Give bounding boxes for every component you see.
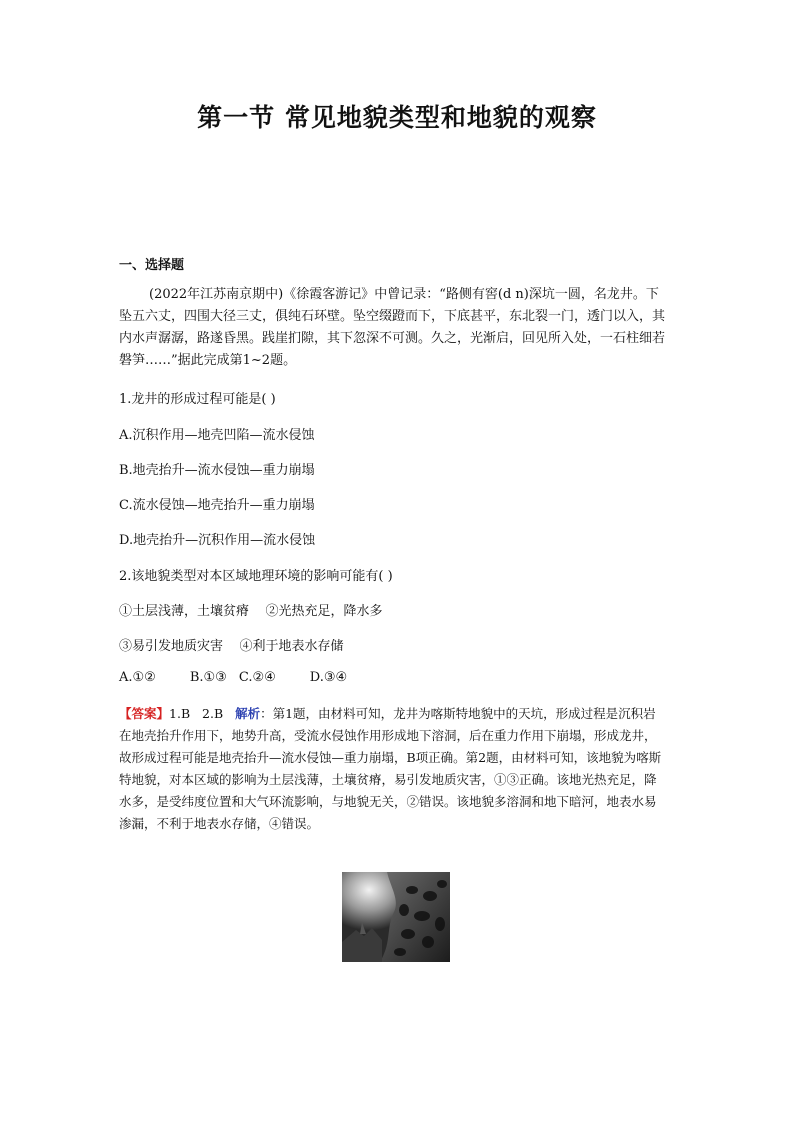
question-1-option-d: D.地壳抬升—沉积作用—流水侵蚀 — [119, 533, 316, 548]
question-1-option-b: B.地壳抬升—流水侵蚀—重力崩塌 — [119, 463, 315, 478]
question-1-option-a: A.沉积作用—地壳凹陷—流水侵蚀 — [119, 428, 315, 443]
question-1-option-c: C.流水侵蚀—地壳抬升—重力崩塌 — [119, 498, 315, 513]
answer-values: 1.B 2.B — [169, 706, 236, 721]
question-2-statements-2: ③易引发地质灾害 ④利于地表水存储 — [119, 639, 344, 654]
section-heading: 一、选择题 — [119, 258, 185, 273]
answer-tag: 【答案】 — [119, 706, 170, 721]
question-2-options — [119, 670, 347, 685]
question-2-stem: 2.该地貌类型对本区域地理环境的影响可能有( ) — [119, 569, 393, 584]
analysis-tag: 解析 — [235, 706, 261, 721]
analysis-text: ：第1题，由材料可知，龙井为喀斯特地貌中的天坑，形成过程是沉积岩在地壳抬升作用下，地势升高，受流水侵蚀作用形成地下溶洞，后在重力作用下崩塌，形成龙井，故形成过程可能是地壳抬升—流水侵蚀—重力崩塌，B项正确。第2题，由材料可知，该地貌为喀斯特地貌，对本区域的影响为土层浅薄，土壤贫瘠，易引发地质灾害，①③正确。该地光热充足，降水多，是受纬度位置和大气环流影响，与地貌无关，②错误。该地貌多溶洞和地下暗河，地表水易渗漏，不利于地表水存储，④错误。 — [119, 706, 662, 831]
karst-cave-photo — [342, 872, 450, 962]
question-1-stem: 1.龙井的形成过程可能是( ) — [119, 392, 276, 407]
question-2-statements-1: ①土层浅薄，土壤贫瘠 ②光热充足，降水多 — [119, 604, 383, 619]
reading-passage: (2022年江苏南京期中)《徐霞客游记》中曾记录：“路侧有窖(d n)深坑一圆，名龙井。下坠五六丈，四围大径三丈，俱纯石环壁。坠空缀蹬而下，下底甚平，东北裂一门，透门以入，其内水声潺潺，路遂昏黑。践崖扪隙，其下忽深不可测。久之，光渐启，回见所入处，一石柱细若磐笋……”据此完成第1~2题。 — [119, 287, 666, 368]
question-2-option-a: A.①② — [119, 670, 156, 685]
page-title: 第一节 常见地貌类型和地貌的观察 — [197, 103, 597, 132]
question-2-option-c: C.②④ — [238, 670, 276, 685]
question-2-option-b: B.①③ — [189, 670, 227, 685]
answer-block — [119, 703, 667, 835]
question-2-option-d: D.③④ — [309, 670, 348, 685]
